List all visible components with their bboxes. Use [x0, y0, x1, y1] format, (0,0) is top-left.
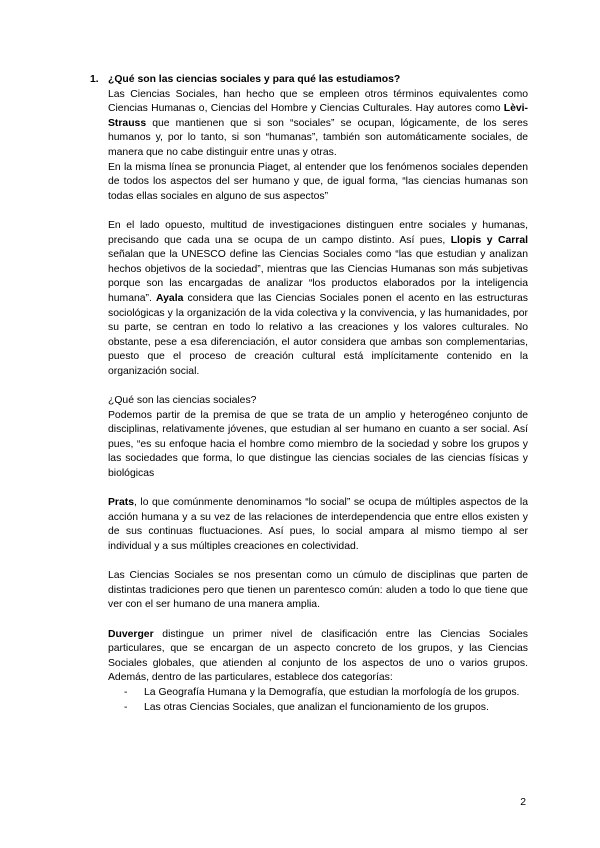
paragraph-5-text: , lo que comúnmente denominamos “lo social” se ocupa de múltiples aspectos de la acción humana y a su vez de las relaciones de interdependencia que entre ellos existen y de sus continuas fluctuaciones. Así pues, lo social ampara al mismo tiempo al ser individual y a sus múltiples creaciones en colectividad. [108, 497, 528, 552]
paragraph-6: Las Ciencias Sociales se nos presentan como un cúmulo de disciplinas que parten de distintas tradiciones pero que tienen un parentesco común: aluden a todo lo que tiene que ver con el ser humano de una manera amplia. [108, 570, 528, 611]
spacer [108, 555, 528, 570]
spacer [108, 482, 528, 497]
paragraph-1-text-a: Las Ciencias Sociales, han hecho que se empleen otros términos equivalentes como Ciencias Humanas o, Ciencias del Hombre y Ciencias Culturales. Hay autores como [108, 88, 528, 115]
paragraph-3-text-c: considera que las Ciencias Sociales ponen el acento en las estructuras sociológicas y la organización de la vida colectiva y la convivencia, y las humanidades, por su parte, se centran en todo lo relativo a las creaciones y los valores culturales. No obstante, pese a esa diferenciación, el autor considera que ambas son complementarias, puesto que el proceso de creación cultural está implícitamente contenido en la organización social. [108, 292, 528, 377]
paragraph-3-text-b: señalan que la UNESCO define las Ciencias Sociales como “las que estudian y analizan hechos objetivos de la sociedad”, mientras que las Ciencias Humanas son más subjetivas porque son las encargadas de analizar “los productos elaborados por la inteligencia humana”. [108, 249, 528, 304]
paragraph-5 [108, 496, 528, 554]
spacer [108, 379, 528, 394]
category-list [108, 686, 528, 715]
list-item [108, 701, 528, 716]
list-marker: - [124, 686, 128, 698]
list-item-text: La Geografía Humana y la Demografía, que estudian la morfología de los grupos. [144, 686, 520, 698]
author-duverger: Duverger [108, 628, 154, 640]
list-item [108, 686, 528, 701]
page-body [90, 73, 528, 715]
list-marker: - [124, 701, 128, 713]
paragraph-3 [108, 219, 528, 380]
paragraph-1 [108, 88, 528, 161]
author-llopis-carral: Llopis y Carral [450, 234, 528, 246]
author-levi-strauss: Lèvi-Strauss [108, 103, 528, 129]
paragraph-3-text-a: En el lado opuesto, multitud de investigaciones distinguen entre sociales y humanas, precisando que cada una se ocupa de un campo distinto. Así pues, [108, 219, 528, 246]
list-item-text: Las otras Ciencias Sociales, que analizan el funcionamiento de los grupos. [144, 701, 489, 713]
section-title: ¿Qué son las ciencias sociales y para qué las estudiamos? [108, 74, 401, 85]
paragraph-7-text: distingue un primer nivel de clasificación entre las Ciencias Sociales particulares, que se encargan de un aspecto concreto de los grupos, y las Ciencias Sociales globales, que atienden al conjunto de los aspectos de uno o varios grupos. Además, dentro de las particulares, establece dos categorías: [108, 628, 528, 684]
paragraph-4: Podemos partir de la premisa de que se trata de un amplio y heterogéneo conjunto de disciplinas, relativamente jóvenes, que estudian al ser humano en cuanto a ser social. Así pues, “es su enfoque hacia el hombre como miembro de la sociedad y sobre los grupos y las sociedades que forma, lo que distingue las ciencias sociales de las ciencias físicas y biológicas [108, 409, 528, 480]
paragraph-1-text-b: que mantienen que si son “sociales” se ocupan, lógicamente, de los seres humanos y, por lo tanto, si son “humanas”, también son automáticamente sociales, de manera que no cabe distinguir entre unas y otras. [108, 117, 528, 158]
page-number: 2 [520, 797, 526, 808]
section-heading [90, 73, 528, 88]
paragraph-7 [108, 628, 528, 686]
section-number: 1. [90, 74, 99, 85]
spacer [108, 613, 528, 628]
paragraph-2: En la misma línea se pronuncia Piaget, al entender que los fenómenos sociales dependen de todos los aspectos del ser humano y que, de igual forma, “las ciencias humanas son todas ellas sociales en alguno de sus aspectos” [108, 161, 528, 202]
spacer [108, 204, 528, 219]
author-ayala: Ayala [156, 292, 184, 304]
author-prats: Prats [108, 497, 134, 509]
subquestion: ¿Qué son las ciencias sociales? [108, 395, 257, 407]
